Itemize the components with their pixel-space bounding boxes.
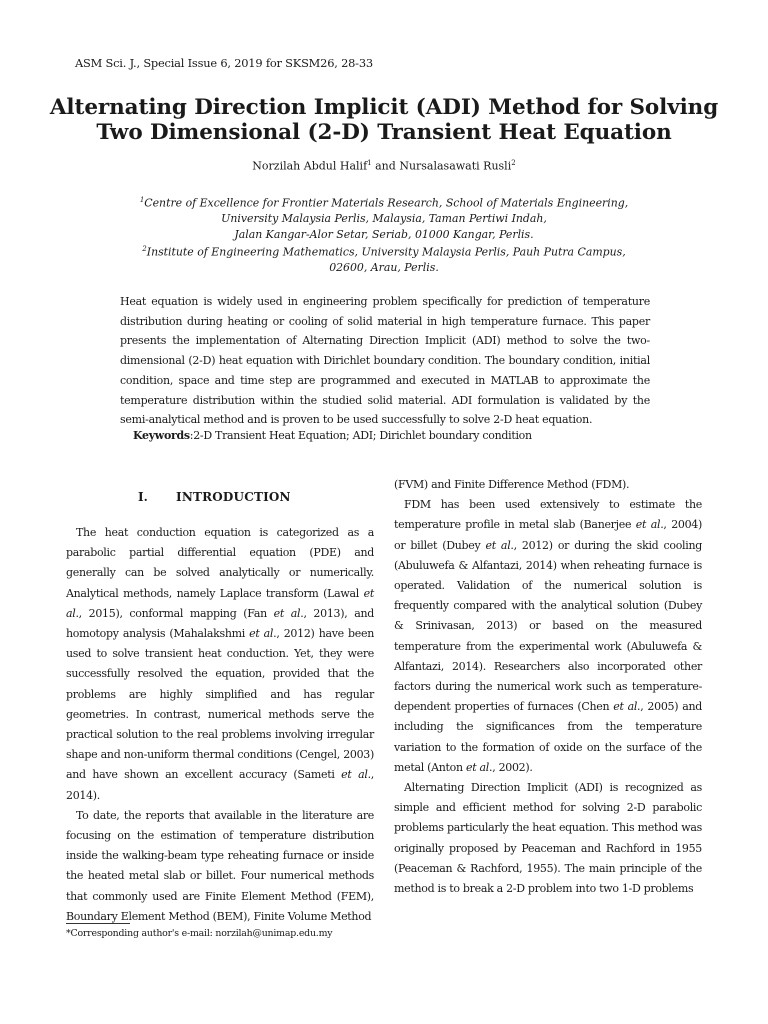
footnote-rule [66, 923, 130, 924]
author-conjunction: and [371, 159, 400, 173]
author-1-affil-mark: 1 [367, 159, 372, 167]
affiliation-2-line-2: 02600, Arau, Perlis. [329, 261, 439, 275]
corresponding-author-footnote: *Corresponding author's e-mail: norzilah@unimap.edu.my [66, 928, 333, 939]
title-line-1: Alternating Direction Implicit (ADI) Method for Solving [49, 95, 719, 120]
abstract: Heat equation is widely used in engineering problem specifically for prediction of temperature distribution during heating or cooling of solid material in high temperature furnace. This paper presents the implementation of Alternating Direction Implicit (ADI) method to solve the two-dimensional (2-D) heat equation with Dirichlet boundary condition. The boundary condition, initial condition, space and time step are programmed and executed in MATLAB to approximate the temperature distribution within the studied solid material. ADI formulation is validated by the semi-analytical method and is proven to be used successfully to solve 2-D heat equation. [120, 295, 650, 427]
keywords-label: Keywords [133, 429, 190, 442]
right-column [394, 475, 702, 899]
affiliation-2-line-1: $^2$Institute of Engineering Mathematics, University Malaysia Perlis, Pauh Putra Campus, [142, 245, 626, 259]
paper-title [40, 95, 728, 145]
keywords [133, 429, 532, 442]
author-1: Norzilah Abdul Halif [252, 159, 368, 173]
section-number: I. [138, 490, 148, 504]
continued-paragraph: (FVM) and Finite Difference Method (FDM). [394, 478, 630, 491]
fdm-paragraph: FDM has been used extensively to estimate the temperature profile in metal slab (Banerjee et al., 2004) or billet (Dubey et al., 2012) or during the skid cooling (Abuluwefa & Alfantazi, 2014) when reheating furnace is operated. Validation of the numerical solution is frequently compared with the analytical solution (Dubey & Srinivasan, 2013) or based on the measured temperature from the experimental work (Abuluwefa & Alfantazi, 2014). Researchers also incorporated other factors during the numerical work such as temperature-dependent properties of furnaces (Chen et al., 2005) and including the significances from the temperature variation to the formation of oxide on the surface of the metal (Anton et al., 2002). [394, 498, 702, 774]
author-list [0, 159, 768, 173]
intro-paragraph-1: The heat conduction equation is categorized as a parabolic partial differential equation (PDE) and generally can be solved analytically or numerically. Analytical methods, namely Laplace transform (Lawal et al., 2015), conformal mapping (Fan et al., 2013), and homotopy analysis (Mahalakshmi et al., 2012) have been used to solve transient heat conduction. Yet, they were successfully resolved the equation, provided that the problems are highly simplified and has regular geometries. In contrast, numerical methods serve the practical solution to the real problems involving irregular shape and non-uniform thermal conditions (Cengel, 2003) and have shown an excellent accuracy (Sameti et al., 2014). [66, 526, 374, 802]
section-title: INTRODUCTION [176, 490, 291, 504]
author-2-affil-mark: 2 [511, 159, 516, 167]
affiliation-1-line-2: University Malaysia Perlis, Malaysia, Taman Pertiwi Indah, [221, 212, 547, 226]
journal-citation: ASM Sci. J., Special Issue 6, 2019 for SKSM26, 28-33 [75, 56, 373, 70]
affiliation-1-mark: 1 [139, 196, 145, 204]
keywords-text: :2-D Transient Heat Equation; ADI; Dirichlet boundary condition [189, 429, 532, 442]
author-2: Nursalasawati Rusli [399, 159, 512, 173]
adi-paragraph: Alternating Direction Implicit (ADI) is recognized as simple and efficient method for solving 2-D parabolic problems particularly the heat equation. This method was originally proposed by Peaceman and Rachford in 1955 (Peaceman & Rachford, 1955). The main principle of the method is to break a 2-D problem into two 1-D problems [394, 781, 702, 896]
affiliation-1-line-1: $^1$Centre of Excellence for Frontier Materials Research, School of Materials Engineering, [139, 196, 629, 210]
affiliations [0, 193, 768, 276]
left-column [66, 523, 374, 927]
intro-paragraph-2: To date, the reports that available in the literature are focusing on the estimation of temperature distribution inside the walking-beam type reheating furnace or inside the heated metal slab or billet. Four numerical methods that commonly used are Finite Element Method (FEM), Boundary Element Method (BEM), Finite Volume Method [66, 808, 374, 923]
title-line-2: Two Dimensional (2-D) Transient Heat Equation [96, 120, 672, 145]
affiliation-2-mark: 2 [142, 245, 147, 254]
affiliation-1-line-3: Jalan Kangar-Alor Setar, Seriab, 01000 Kangar, Perlis. [234, 227, 534, 241]
